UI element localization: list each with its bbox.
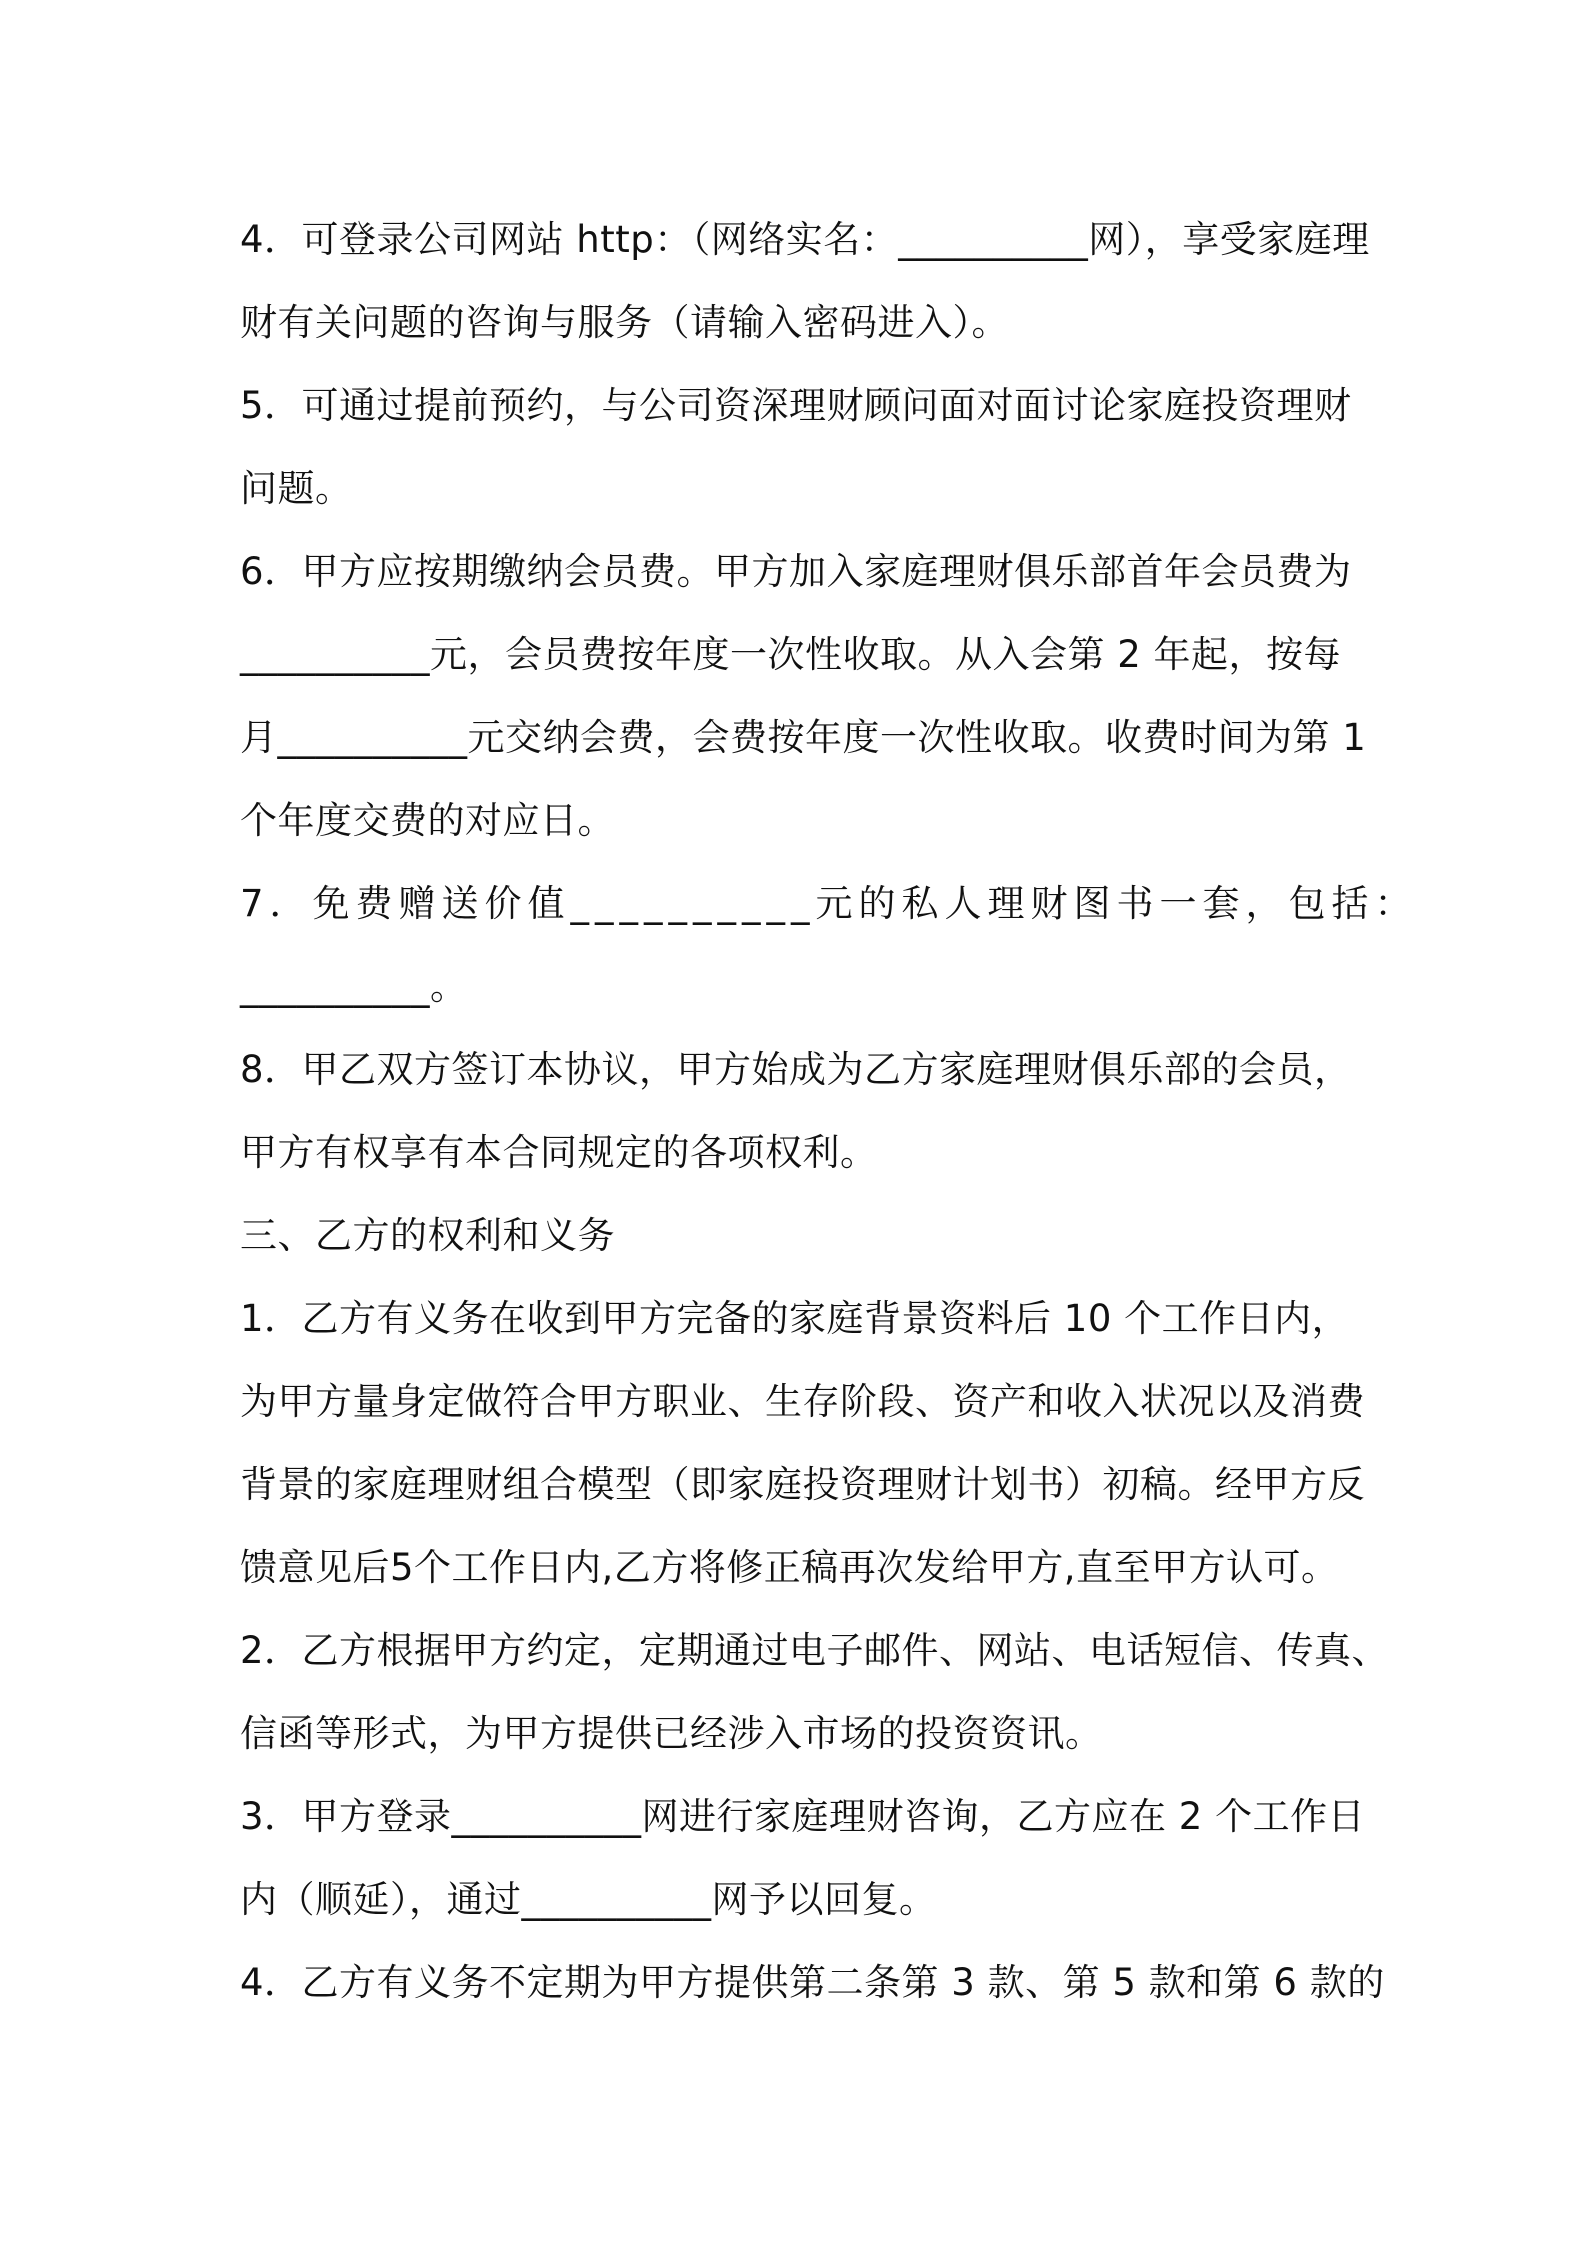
section-heading: 三、乙方的权利和义务: [240, 1214, 615, 1257]
text-line: 财有关问题的咨询与服务（请输入密码进入）。: [240, 301, 1009, 344]
text-line: 背景的家庭理财组合模型（即家庭投资理财计划书）初稿。经甲方反: [240, 1463, 1365, 1506]
text-line: 馈意见后5个工作日内,乙方将修正稿再次发给甲方,直至甲方认可。: [240, 1546, 1339, 1589]
document-body: [240, 198, 1418, 2024]
text-line: 3．甲方登录__________网进行家庭理财咨询，乙方应在 2 个工作日: [240, 1795, 1366, 1838]
text-line: 7．免费赠送价值__________元的私人理财图书一套，包括：: [240, 882, 1418, 925]
text-line: 问题。: [240, 467, 353, 510]
text-line: 2．乙方根据甲方约定，定期通过电子邮件、网站、电话短信、传真、: [240, 1629, 1390, 1672]
text-line: __________元，会员费按年度一次性收取。从入会第 2 年起，按每: [240, 633, 1342, 676]
text-line: 6．甲方应按期缴纳会员费。甲方加入家庭理财俱乐部首年会员费为: [240, 550, 1352, 593]
text-line: 月__________元交纳会费，会费按年度一次性收取。收费时间为第 1: [240, 716, 1367, 759]
text-line: 为甲方量身定做符合甲方职业、生存阶段、资产和收入状况以及消费: [240, 1380, 1365, 1423]
text-line: 甲方有权享有本合同规定的各项权利。: [240, 1131, 878, 1174]
text-line: 8．甲乙双方签订本协议，甲方始成为乙方家庭理财俱乐部的会员，: [240, 1048, 1352, 1091]
text-line: 4．可登录公司网站 http：（网络实名：__________网），享受家庭理: [240, 218, 1370, 261]
text-line: __________。: [240, 965, 468, 1008]
text-line: 个年度交费的对应日。: [240, 799, 615, 842]
text-line: 5．可通过提前预约，与公司资深理财顾问面对面讨论家庭投资理财: [240, 384, 1352, 427]
text-line: 1．乙方有义务在收到甲方完备的家庭背景资料后 10 个工作日内，: [240, 1297, 1350, 1340]
text-line: 信函等形式，为甲方提供已经涉入市场的投资资讯。: [240, 1712, 1103, 1755]
text-line: 内（顺延），通过__________网予以回复。: [240, 1878, 937, 1921]
text-line: 4．乙方有义务不定期为甲方提供第二条第 3 款、第 5 款和第 6 款的: [240, 1961, 1385, 2004]
